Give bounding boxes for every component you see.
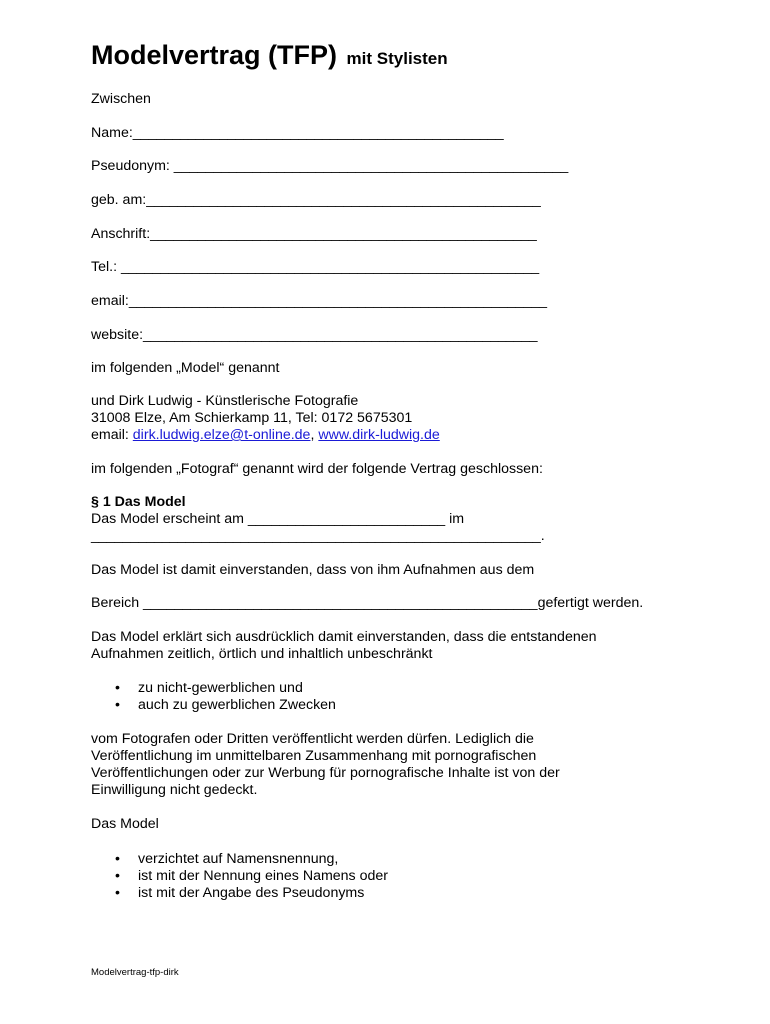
publication-line-2: Veröffentlichung im unmittelbaren Zusammenhang mit pornografischen <box>91 748 537 764</box>
appearance-place-line[interactable]: _________________________________________________________. <box>91 528 545 544</box>
list-item: auch zu gewerblichen Zwecken <box>138 697 336 713</box>
bullet-icon: • <box>115 868 120 884</box>
name-field[interactable]: Name:_______________________________________________ <box>91 125 504 141</box>
declaration-line-2: Aufnahmen zeitlich, örtlich und inhaltlich unbeschränkt <box>91 646 433 662</box>
photographer-contact <box>91 427 440 444</box>
email-prefix: email: <box>91 427 133 443</box>
appearance-date-line[interactable]: Das Model erscheint am _________________________ im <box>91 511 465 527</box>
das-model-text: Das Model <box>91 816 159 832</box>
area-field[interactable]: Bereich __________________________________________________gefertigt werden. <box>91 595 644 611</box>
publication-line-1: vom Fotografen oder Dritten veröffentlicht werden dürfen. Lediglich die <box>91 731 534 747</box>
list-item: zu nicht-gewerblichen und <box>138 680 303 696</box>
bullet-icon: • <box>115 851 120 867</box>
bullet-icon: • <box>115 885 120 901</box>
intro-text: Zwischen <box>91 91 151 107</box>
section-heading: § 1 Das Model <box>91 494 186 510</box>
document-title <box>91 40 448 71</box>
photographer-address: 31008 Elze, Am Schierkamp 11, Tel: 0172 5675301 <box>91 410 413 426</box>
email-link[interactable]: dirk.ludwig.elze@t-online.de <box>132 427 311 443</box>
consent-text: Das Model ist damit einverstanden, dass von ihm Aufnahmen aus dem <box>91 562 535 578</box>
fotograf-named-text: im folgenden „Fotograf“ genannt wird der folgende Vertrag geschlossen: <box>91 461 543 477</box>
contact-separator: , <box>310 427 319 443</box>
pseudonym-field[interactable]: Pseudonym: __________________________________________________ <box>91 158 569 174</box>
bullet-icon: • <box>115 680 120 696</box>
list-item: ist mit der Angabe des Pseudonyms <box>138 885 365 901</box>
list-item: ist mit der Nennung eines Namens oder <box>138 868 388 884</box>
title-subtitle: mit Stylisten <box>346 49 448 68</box>
model-named-text: im folgenden „Model“ genannt <box>91 360 280 376</box>
publication-line-3: Veröffentlichungen oder zur Werbung für pornografische Inhalte ist von der <box>91 765 560 781</box>
phone-field[interactable]: Tel.: _____________________________________________________ <box>91 259 540 275</box>
photographer-name: und Dirk Ludwig - Künstlerische Fotografie <box>91 393 359 409</box>
birthdate-field[interactable]: geb. am:__________________________________________________ <box>91 192 541 208</box>
title-main: Modelvertrag (TFP) <box>91 40 338 70</box>
publication-line-4: Einwilligung nicht gedeckt. <box>91 782 258 798</box>
email-field[interactable]: email:_____________________________________________________ <box>91 293 548 309</box>
website-link[interactable]: www.dirk-ludwig.de <box>318 427 440 443</box>
address-field[interactable]: Anschrift:_________________________________________________ <box>91 226 537 242</box>
page-footer: Modelvertrag-tfp-dirk <box>91 967 179 978</box>
declaration-line-1: Das Model erklärt sich ausdrücklich damit einverstanden, dass die entstandenen <box>91 629 597 645</box>
bullet-icon: • <box>115 697 120 713</box>
website-field[interactable]: website:__________________________________________________ <box>91 327 538 343</box>
list-item: verzichtet auf Namensnennung, <box>138 851 339 867</box>
